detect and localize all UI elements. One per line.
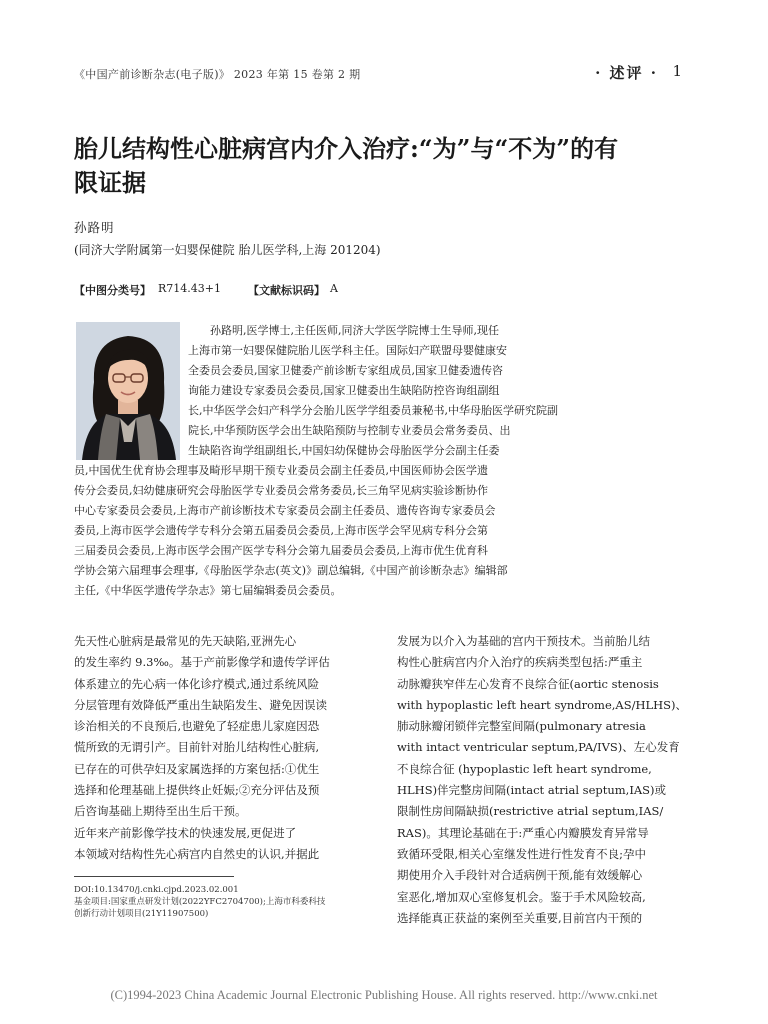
bio-line: 主任,《中华医学遗传学杂志》第七届编辑委员会委员。 [74, 584, 342, 597]
body-line: 构性心脏病宫内介入治疗的疾病类型包括:严重主 [397, 655, 643, 670]
body-line: HLHS)伴完整房间隔(intact atrial septum,IAS)或 [397, 783, 667, 798]
running-head: 《中国产前诊断杂志(电子版)》 2023 年第 15 卷第 2 期 [74, 68, 361, 81]
bio-line: 上海市第一妇婴保健院胎儿医学科主任。国际妇产联盟母婴健康安 [188, 344, 507, 357]
fund-line: 基金项目:国家重点研发计划(2022YFC2704700);上海市科委科技 [74, 897, 326, 907]
body-column-right [397, 631, 697, 929]
body-line: 肺动脉瓣闭锁伴完整室间隔(pulmonary atresia [397, 719, 646, 734]
body-line: 发展为以介入为基础的宫内干预技术。当前胎儿结 [397, 634, 650, 648]
body-line: 限制性房间隔缺损(restrictive atrial septum,IAS/ [397, 804, 664, 819]
copyright-footer: (C)1994-2023 China Academic Journal Electronic Publishing House. All rights reserved. http://www.cnki.net [110, 988, 658, 1002]
body-column-left [74, 631, 374, 865]
footnote [74, 884, 374, 920]
bio-line: 全委员会委员,国家卫健委产前诊断专家组成员,国家卫健委遗传咨 [188, 364, 503, 377]
author-photo [76, 322, 180, 460]
body-line: 诊治相关的不良预后,也避免了轻症患儿家庭因恐 [74, 719, 320, 734]
body-line: 体系建立的先心病一体化诊疗模式,通过系统风险 [74, 676, 320, 691]
author-bio-bottom [74, 461, 696, 601]
body-line: 室恶化,增加双心室修复机会。鉴于手术风险较高, [397, 889, 646, 904]
bio-line: 院长,中华预防医学会出生缺陷预防与控制专业委员会常务委员、出 [188, 424, 511, 437]
bio-line: 孙路明,医学博士,主任医师,同济大学医学院博士生导师,现任 [210, 324, 499, 337]
bio-line: 中心专家委员会委员,上海市产前诊断技术专家委员会副主任委员、遗传咨询专家委员会 [74, 504, 496, 517]
portrait-image [76, 322, 180, 460]
body-line: 期使用介入手段针对合适病例干预,能有效缓解心 [397, 868, 643, 883]
article-title: 胎儿结构性心脏病宫内介入治疗:“为”与“不为”的有限证据 [74, 134, 619, 197]
footnote-divider [74, 876, 234, 877]
bio-line: 长,中华医学会妇产科学分会胎儿医学学组委员兼秘书,中华母胎医学研究院副 [188, 404, 558, 417]
bio-line: 生缺陷咨询学组副组长,中国妇幼保健协会母胎医学分会副主任委 [188, 444, 500, 457]
fund-line: 创新行动计划项目(21Y11907500) [74, 909, 209, 919]
body-line: 已存在的可供孕妇及家属选择的方案包括:①优生 [74, 761, 320, 776]
article-affiliation: (同济大学附属第一妇婴保健院 胎儿医学科,上海 201204) [74, 243, 381, 257]
body-line: 动脉瓣狭窄伴左心发育不良综合征(aortic stenosis [397, 676, 659, 691]
classification-label: 【中图分类号】 [74, 284, 151, 297]
body-line: 的发生率约 9.3‰。基于产前影像学和遗传学评估 [74, 655, 330, 670]
author-bio-top [188, 321, 696, 461]
body-line: 本领域对结构性先心病宫内自然史的认识,并据此 [74, 846, 320, 861]
bio-line: 询能力建设专家委员会委员,国家卫健委出生缺陷防控咨询组副组 [188, 384, 500, 397]
document-code-value: A [330, 282, 338, 295]
body-line: 分层管理有效降低严重出生缺陷发生、避免因误读 [74, 697, 327, 712]
bio-line: 员,中国优生优育协会理事及畸形早期干预专业委员会副主任委员,中国医师协会医学遗 [74, 464, 488, 477]
body-line: 近年来产前影像学技术的快速发展,更促进了 [74, 825, 297, 840]
article-author: 孙路明 [74, 220, 115, 235]
body-line: 选择能真正获益的案例至关重要,目前宫内干预的 [397, 910, 643, 925]
body-line: with hypoplastic left heart syndrome,AS/HLHS)、 [397, 697, 688, 712]
bio-line: 委员,上海市医学会遗传学专科分会第五届委员会委员,上海市医学会罕见病专科分会第 [74, 524, 488, 537]
document-code-label: 【文献标识码】 [248, 284, 325, 297]
body-line: 致循环受限,相关心室继发性进行性发育不良;孕中 [397, 846, 647, 861]
body-line: 后咨询基础上期待至出生后干预。 [74, 804, 247, 819]
classification-value: R714.43+1 [158, 282, 221, 295]
doi-line: DOI:10.13470/j.cnki.cjpd.2023.02.001 [74, 885, 239, 895]
section-tag: · 述评 · [595, 64, 658, 82]
body-line: 先天性心脏病是最常见的先天缺陷,亚洲先心 [74, 634, 297, 648]
body-line: 选择和伦理基础上提供终止妊娠;②充分评估及预 [74, 783, 320, 798]
bio-line: 学协会第六届理事会理事,《母胎医学杂志(英文)》副总编辑,《中国产前诊断杂志》编辑部 [74, 564, 508, 577]
bio-line: 传分会委员,妇幼健康研究会母胎医学专业委员会常务委员,长三角罕见病实验诊断协作 [74, 484, 488, 497]
body-line: 慌所致的无谓引产。目前针对胎儿结构性心脏病, [74, 740, 320, 755]
body-line: with intact ventricular septum,PA/IVS)、左心发育 [397, 740, 680, 755]
page-number: 1 [672, 62, 682, 80]
bio-line: 三届委员会委员,上海市医学会围产医学专科分会第九届委员会委员,上海市优生优育科 [74, 544, 488, 557]
body-line: RAS)。其理论基础在于:严重心内瓣膜发育异常导 [397, 825, 649, 840]
body-line: 不良综合征 (hypoplastic left heart syndrome, [397, 761, 652, 776]
